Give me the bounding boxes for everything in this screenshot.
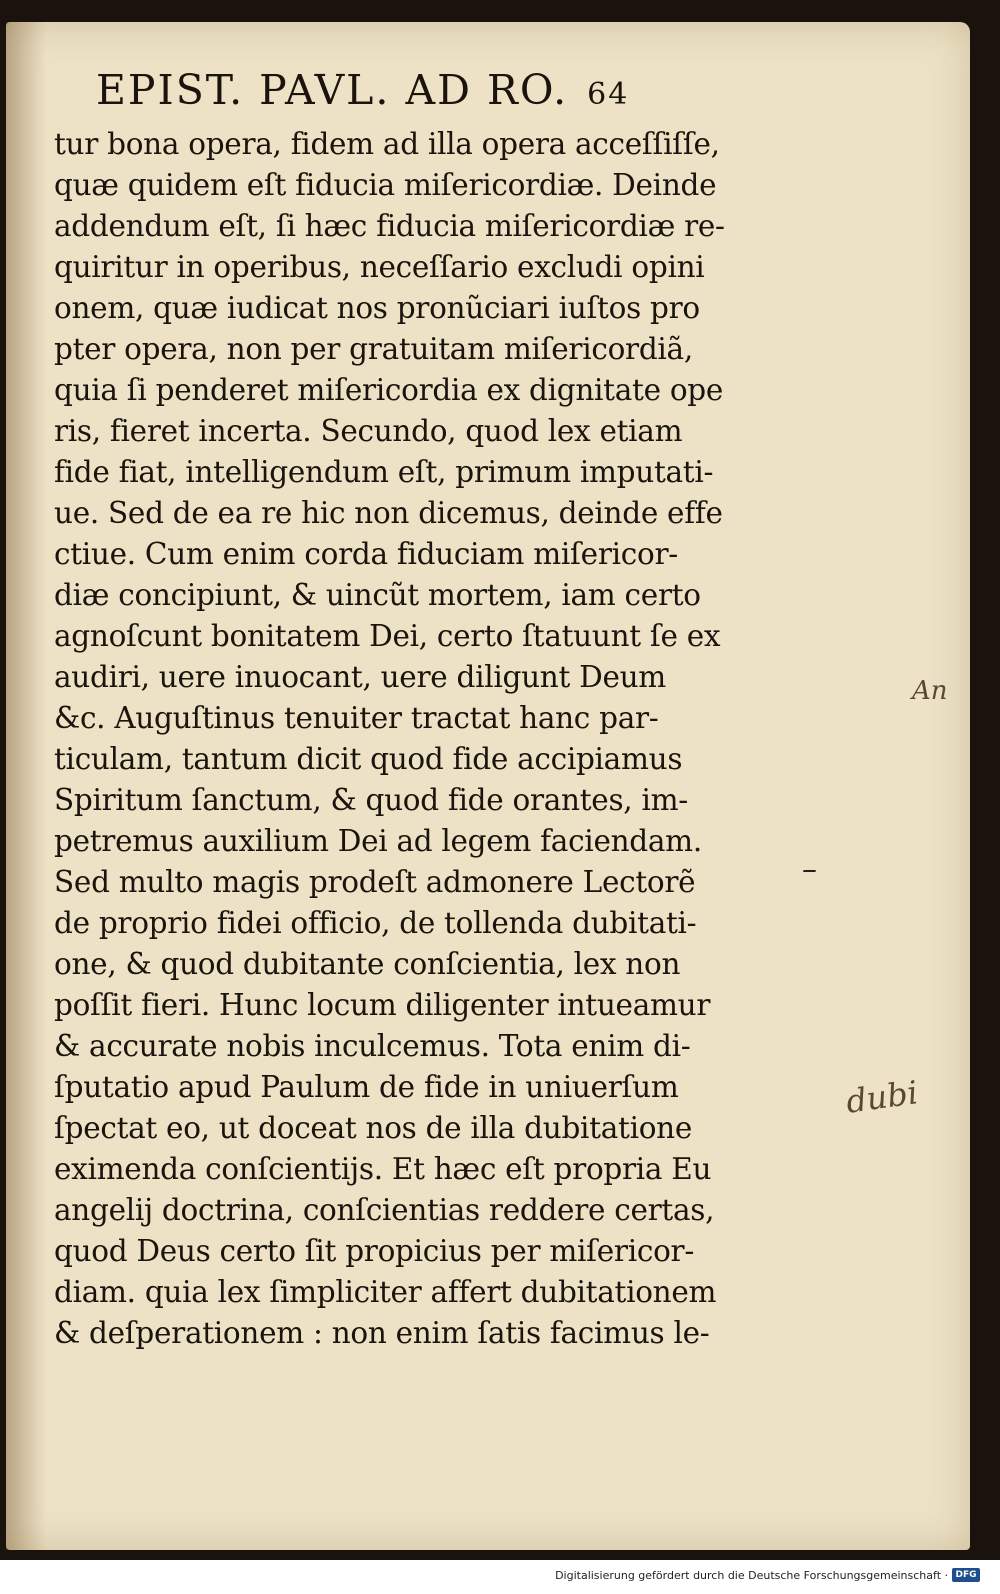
text-line: poſſit fieri. Hunc locum diligenter intueamur xyxy=(54,988,711,1022)
running-header xyxy=(96,66,629,114)
text-line: fide fiat, intelligendum eſt, primum imputati- xyxy=(54,455,714,489)
text-line: Sed multo magis prodeſt admonere Lectorẽ xyxy=(54,865,696,899)
text-line: quod Deus certo ſit propicius per miſericor- xyxy=(54,1234,695,1268)
text-line: quæ quidem eſt fiducia miſericordiæ. Deinde xyxy=(54,168,717,202)
text-line: diam. quia lex ſimpliciter affert dubitationem xyxy=(54,1275,717,1309)
text-line: agnoſcunt bonitatem Dei, certo ſtatuunt ſe ex xyxy=(54,619,721,653)
main-text-block xyxy=(54,124,834,1354)
marginal-dash: – xyxy=(802,852,817,887)
page-gutter-shadow xyxy=(6,22,46,1550)
text-line: quiritur in operibus, neceſſario excludi opini xyxy=(54,250,705,284)
text-line: de proprio fidei officio, de tollenda dubitati- xyxy=(54,906,697,940)
text-line: eximenda conſcientijs. Et hæc eſt propria Eu xyxy=(54,1152,712,1186)
text-line: & accurate nobis inculcemus. Tota enim di- xyxy=(54,1029,691,1063)
text-line: diæ concipiunt, & uincũt mortem, iam certo xyxy=(54,578,701,612)
text-line: one, & quod dubitante conſcientia, lex non xyxy=(54,947,681,981)
text-line: quia ſi penderet miſericordia ex dignitate ope xyxy=(54,373,724,407)
text-line: tur bona opera, fidem ad illa opera acceſſiſſe, xyxy=(54,127,720,161)
folio-number: 64 xyxy=(587,77,630,112)
digitization-footer xyxy=(0,1560,1000,1594)
funding-credit: Digitalisierung gefördert durch die Deutsche Forschungsgemeinschaft · xyxy=(555,1569,948,1582)
marginal-note-dubi: dubi xyxy=(843,1073,921,1121)
text-line: ſpectat eo, ut doceat nos de illa dubitatione xyxy=(54,1111,693,1145)
text-line: angelij doctrina, conſcientias reddere certas, xyxy=(54,1193,715,1227)
text-line: audiri, uere inuocant, uere diligunt Deum xyxy=(54,660,666,694)
text-line: Spiritum ſanctum, & quod fide orantes, im- xyxy=(54,783,688,817)
text-line: ctiue. Cum enim corda fiduciam miſericor- xyxy=(54,537,678,571)
text-line: onem, quæ iudicat nos pronũciari iuſtos pro xyxy=(54,291,700,325)
marginal-note-an: An xyxy=(912,676,948,706)
text-line: &c. Auguſtinus tenuiter tractat hanc par- xyxy=(54,701,659,735)
text-line: petremus auxilium Dei ad legem faciendam. xyxy=(54,824,702,858)
text-line: pter opera, non per gratuitam miſericordiã, xyxy=(54,332,693,366)
text-line: ue. Sed de ea re hic non dicemus, deinde effe xyxy=(54,496,723,530)
dfg-logo: DFG xyxy=(952,1568,980,1582)
text-line: addendum eſt, ſi hæc fiducia miſericordiæ re- xyxy=(54,209,725,243)
text-line: ſputatio apud Paulum de fide in uniuerſum xyxy=(54,1070,679,1104)
running-title: EPIST. PAVL. AD RO. xyxy=(96,66,569,114)
text-line: ticulam, tantum dicit quod fide accipiamus xyxy=(54,742,683,776)
text-line: ris, fieret incerta. Secundo, quod lex etiam xyxy=(54,414,683,448)
text-line: & deſperationem : non enim ſatis facimus le- xyxy=(54,1316,710,1350)
